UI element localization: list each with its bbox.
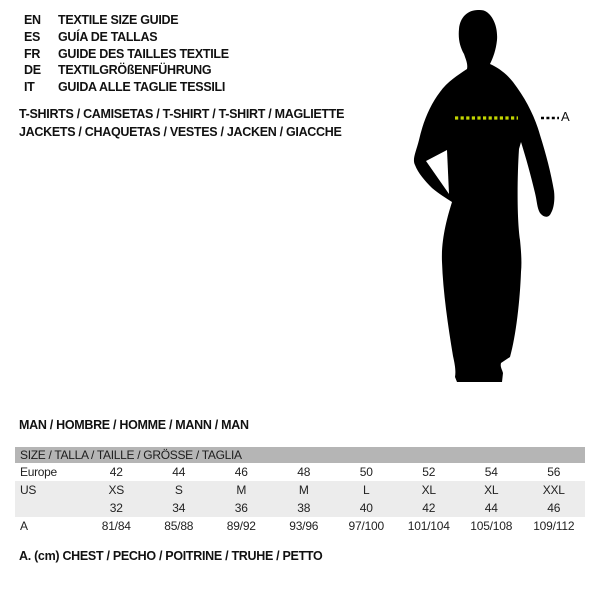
row-label: Europe [20, 465, 57, 479]
size-cell: 105/108 [470, 519, 513, 533]
size-cell: 52 [422, 465, 436, 479]
size-cell: 97/100 [348, 519, 384, 533]
size-cell: 34 [172, 501, 186, 515]
row-label: A [20, 519, 28, 533]
size-cell: XL [484, 483, 499, 497]
size-cell: 93/96 [289, 519, 319, 533]
size-cell: 54 [484, 465, 498, 479]
category-line-jackets: JACKETS / CHAQUETAS / VESTES / JACKEN / GIACCHE [19, 124, 342, 139]
size-cell: 38 [297, 501, 311, 515]
language-label: TEXTILGRÖßENFÜHRUNG [58, 63, 212, 78]
language-code: ES [24, 29, 41, 44]
language-code: FR [24, 46, 41, 61]
measurement-footnote: A. (cm) CHEST / PECHO / POITRINE / TRUHE / PETTO [19, 549, 323, 563]
size-cell: 48 [297, 465, 311, 479]
size-cell: 101/104 [407, 519, 450, 533]
row-label: US [20, 483, 37, 497]
size-cell: 46 [234, 465, 248, 479]
category-line-tshirts: T-SHIRTS / CAMISETAS / T-SHIRT / T-SHIRT / MAGLIETTE [19, 107, 345, 121]
size-cell: 42 [422, 501, 436, 515]
size-cell: 81/84 [101, 519, 131, 533]
table-row-us [15, 481, 585, 499]
size-cell: 46 [547, 501, 561, 515]
language-code: EN [24, 13, 41, 27]
size-cell: XL [421, 483, 436, 497]
size-cell: XXL [542, 483, 565, 497]
language-code: DE [24, 63, 41, 78]
size-cell: L [363, 483, 370, 497]
size-cell: 40 [359, 501, 373, 515]
size-cell: M [236, 483, 247, 497]
table-row-chest-a [15, 517, 585, 535]
size-table [15, 447, 585, 535]
size-table-header: SIZE / TALLA / TAILLE / GRÖSSE / TAGLIA [15, 447, 585, 463]
size-cell: M [298, 483, 309, 497]
size-cell: 44 [172, 465, 186, 479]
size-cell: 56 [547, 465, 561, 479]
size-cell: 89/92 [226, 519, 256, 533]
size-cell: 85/88 [164, 519, 194, 533]
size-cell: XS [108, 483, 125, 497]
size-cell: 44 [484, 501, 498, 515]
language-code: IT [24, 80, 35, 95]
size-cell: 109/112 [533, 519, 575, 533]
size-cell: 50 [359, 465, 373, 479]
table-row-europe [15, 463, 585, 481]
size-cell: S [174, 483, 183, 497]
measurement-label-a: A [561, 109, 570, 124]
language-label: GUÍA DE TALLAS [58, 29, 158, 44]
size-cell: 42 [109, 465, 123, 479]
man-silhouette-body [414, 10, 554, 382]
language-label: TEXTILE SIZE GUIDE [58, 13, 179, 27]
section-title-man: MAN / HOMBRE / HOMME / MANN / MAN [19, 418, 249, 432]
size-cell: 32 [109, 501, 123, 515]
table-row-numeric [15, 499, 585, 517]
language-label: GUIDA ALLE TAGLIE TESSILI [58, 80, 226, 95]
language-label: GUIDE DES TAILLES TEXTILE [58, 46, 229, 61]
size-cell: 36 [234, 501, 248, 515]
